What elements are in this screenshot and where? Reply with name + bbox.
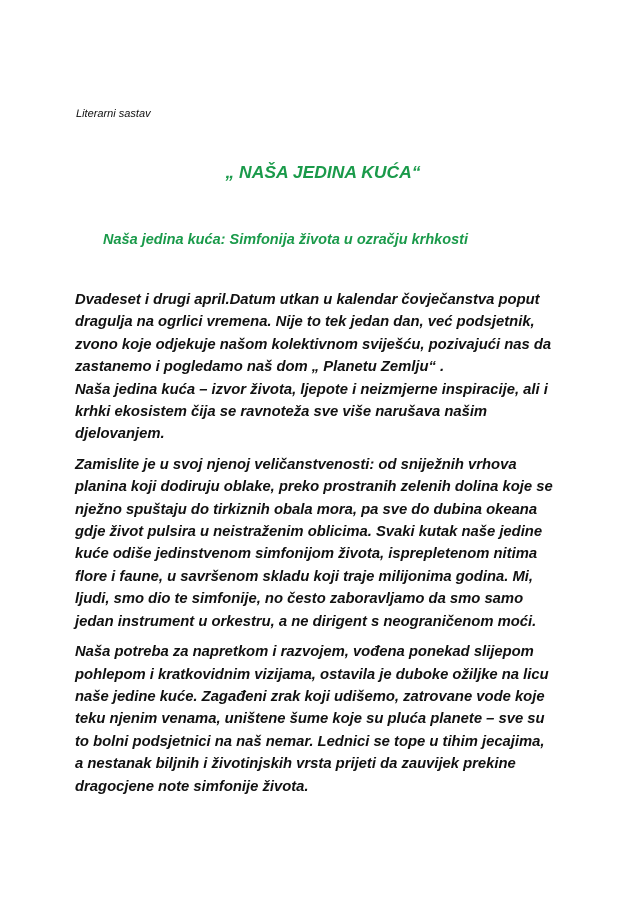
text-line: naše jedine kuće. Zagađeni zrak koji udišemo, zatrovane vode koje bbox=[75, 688, 545, 705]
text-line: ljudi, smo dio te simfonije, no često zaboravljamo da smo samo bbox=[75, 591, 524, 608]
paragraph-4 bbox=[75, 641, 575, 798]
text-line: Naša jedina kuća – izvor života, ljepote i neizmjerne inspiracije, ali i bbox=[75, 381, 548, 398]
document-title: „ NAŠA JEDINA KUĆA“ bbox=[225, 162, 421, 182]
text-line: a nestanak biljnih i životinjskih vrsta prijeti da zauvijek prekine bbox=[75, 756, 516, 773]
text-line: Dvadeset i drugi april.Datum utkan u kalendar čovječanstva poput bbox=[75, 292, 540, 308]
text-line: flore i faune, u savršenom skladu koji traje milijonima godina. Mi, bbox=[75, 568, 533, 585]
text-line: planina koji dodiruju oblake, preko prostranih zelenih dolina koje se bbox=[75, 479, 553, 496]
document-body bbox=[75, 289, 575, 798]
text-line: dragulja na ogrlici vremena. Nije to tek jedan dan, već podsjetnik, bbox=[75, 314, 535, 331]
document-label: Literarni sastav bbox=[76, 108, 151, 120]
text-line: Zamislite je u svoj njenoj veličanstvenosti: od sniježnih vrhova bbox=[75, 456, 517, 473]
text-line: pohlepom i kratkovidnim vizijama, ostavila je duboke ožiljke na licu bbox=[75, 666, 549, 683]
paragraph-3 bbox=[75, 454, 575, 633]
text-line: zastanemo i pogledamo naš dom „ Planetu Zemlju“ . bbox=[75, 359, 445, 376]
text-line: teku njenim venama, uništene šume koje su pluća planete – sve su bbox=[75, 711, 545, 728]
text-line: dragocjene note simfonije života. bbox=[75, 778, 309, 795]
document-subtitle: Naša jedina kuća: Simfonija života u ozračju krhkosti bbox=[103, 232, 469, 248]
text-line: gdje život pulsira u neistraženim oblicima. Svaki kutak naše jedine bbox=[75, 524, 543, 541]
paragraph-2 bbox=[75, 379, 575, 446]
paragraph-1 bbox=[75, 289, 575, 379]
text-line: Naša potreba za napretkom i razvojem, vođena ponekad slijepom bbox=[75, 644, 534, 661]
text-line: jedan instrument u orkestru, a ne dirigent s neograničenom moći. bbox=[75, 613, 537, 630]
text-line: nježno spuštaju do tirkiznih obala mora, pa sve do dubina okeana bbox=[75, 501, 538, 518]
text-line: zvono koje odjekuje našom kolektivnom sviješću, pozivajući nas da bbox=[75, 336, 552, 353]
text-line: krhki ekosistem čija se ravnoteža sve više narušava našim bbox=[75, 404, 488, 421]
text-line: to bolni podsjetnici na naš nemar. Lednici se tope u tihim jecajima, bbox=[75, 733, 545, 750]
text-line: djelovanjem. bbox=[75, 426, 165, 443]
text-line: kuće odiše jedinstvenom simfonijom života, isprepletenom nitima bbox=[75, 546, 538, 563]
